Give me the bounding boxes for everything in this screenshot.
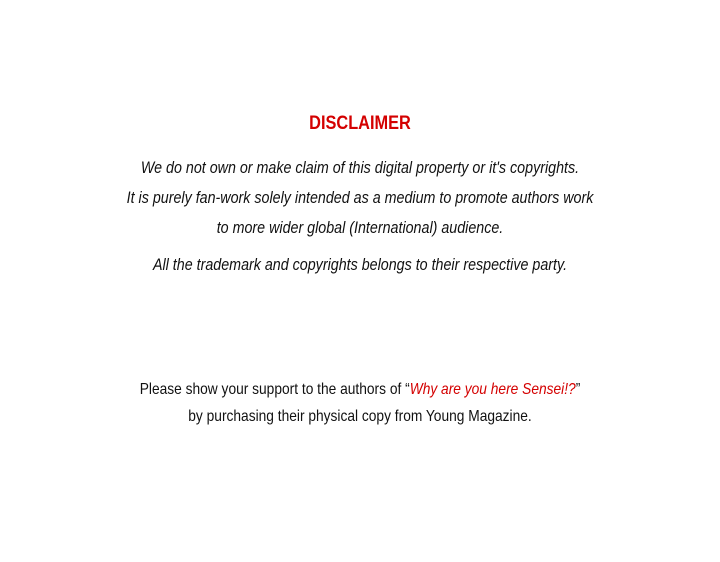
disclaimer-text [58, 153, 663, 280]
support-line-2: by purchasing their physical copy from Young Magazine. [188, 408, 532, 425]
disclaimer-line-2: It is purely fan-work solely intended as a medium to promote authors work [126, 188, 594, 207]
disclaimer-line-1: We do not own or make claim of this digital property or it's copyrights. [140, 158, 580, 177]
series-title: Why are you here Sensei!? [409, 381, 576, 398]
disclaimer-line-3: to more wider global (International) audience. [216, 218, 504, 237]
disclaimer-line-4: All the trademark and copyrights belongs to their respective party. [152, 255, 568, 274]
support-line-1 [50, 376, 669, 403]
disclaimer-title: DISCLAIMER [309, 113, 411, 134]
support-suffix: ” [575, 381, 581, 398]
support-message [50, 376, 669, 430]
support-prefix: Please show your support to the authors of “ [139, 381, 410, 398]
